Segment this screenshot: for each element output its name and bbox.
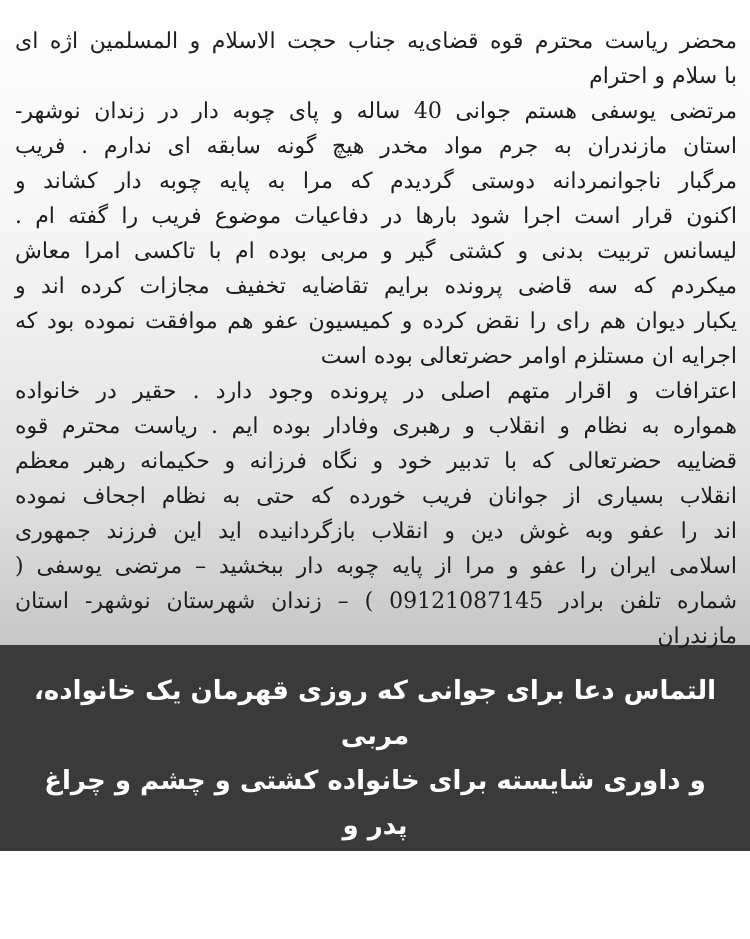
letter-line: میکردم که سه قاضی پرونده برایم تقاضایه تخفیف مجازات کرده اند و [15, 274, 737, 299]
letter-line: مرتضی یوسفی هستم جوانی 40 ساله و پای چوبه دار در زندان نوشهر- [15, 99, 737, 124]
letter-line: قضاییه حضرتعالی که با تدبیر خود و نگاه فرزانه و حکیمانه رهبر معظم [15, 449, 737, 474]
caption-line: امشب آخرین فرصت او برای ماندن است... [102, 901, 648, 931]
caption-overlay [0, 645, 750, 931]
caption-line: مادری پیر بوده و در اثر غفلت و اعتماد به ناجوانمردی، [31, 856, 719, 886]
letter-line: مرگبار ناجوانمردانه دوستی گردیدم که مرا به پایه چوبه دار کشاند و [15, 169, 737, 194]
letter-line: با سلام و احترام [589, 64, 737, 89]
letter-line: مازندران [657, 624, 737, 649]
letter-line: اجرایه ان مستلزم اوامر حضرتعالی بوده است [320, 344, 737, 369]
caption-line: التماس دعا برای جوانی که روزی قهرمان یک خانواده، مربی [34, 676, 716, 751]
letter-line: اعترافات و اقرار متهم اصلی در پرونده وجود دارد . حقیر در خانواده [15, 379, 737, 404]
letter-line: اسلامی ایران را عفو و مرا از پایه چوبه دار ببخشید – مرتضی یوسفی ( [15, 554, 737, 579]
letter-line: همواره به نظام و انقلاب و رهبری وفادار بوده ایم . ریاست محترم قوه [15, 414, 737, 439]
letter-line: اکنون قرار است اجرا شود بارها در دفاعیات موضوع فریب را گفته ام . [15, 204, 737, 229]
letter-line: اند را عفو وبه غوش دین و انقلاب بازگردانیده اید این فرزند جمهوری [15, 519, 737, 544]
letter-line: شماره تلفن برادر 09121087145 ) – زندان شهرستان نوشهر- استان [15, 589, 737, 614]
caption-line: و داوری شایسته برای خانواده کشتی و چشم و چراغ پدر و [44, 766, 706, 841]
letter-line: استان مازندران به جرم مواد مخدر هیچ گونه سابقه ای ندارم . فریب [15, 134, 737, 159]
letter-line: لیسانس تربیت بدنی و کشتی گیر و مربی بوده ام با تاکسی امرا معاش [15, 239, 737, 264]
letter-line: محضر ریاست محترم قوه قضای‌یه جناب حجت الاسلام و المسلمین اژه ای [15, 29, 737, 54]
letter-line: انقلاب بسیاری از جوانان فریب خورده که حتی به نظام اجحاف نموده [15, 484, 737, 509]
letter-line: یکبار دیوان هم رای را نقض کرده و کمیسیون عفو هم موافقت نموده بود که [15, 309, 737, 334]
